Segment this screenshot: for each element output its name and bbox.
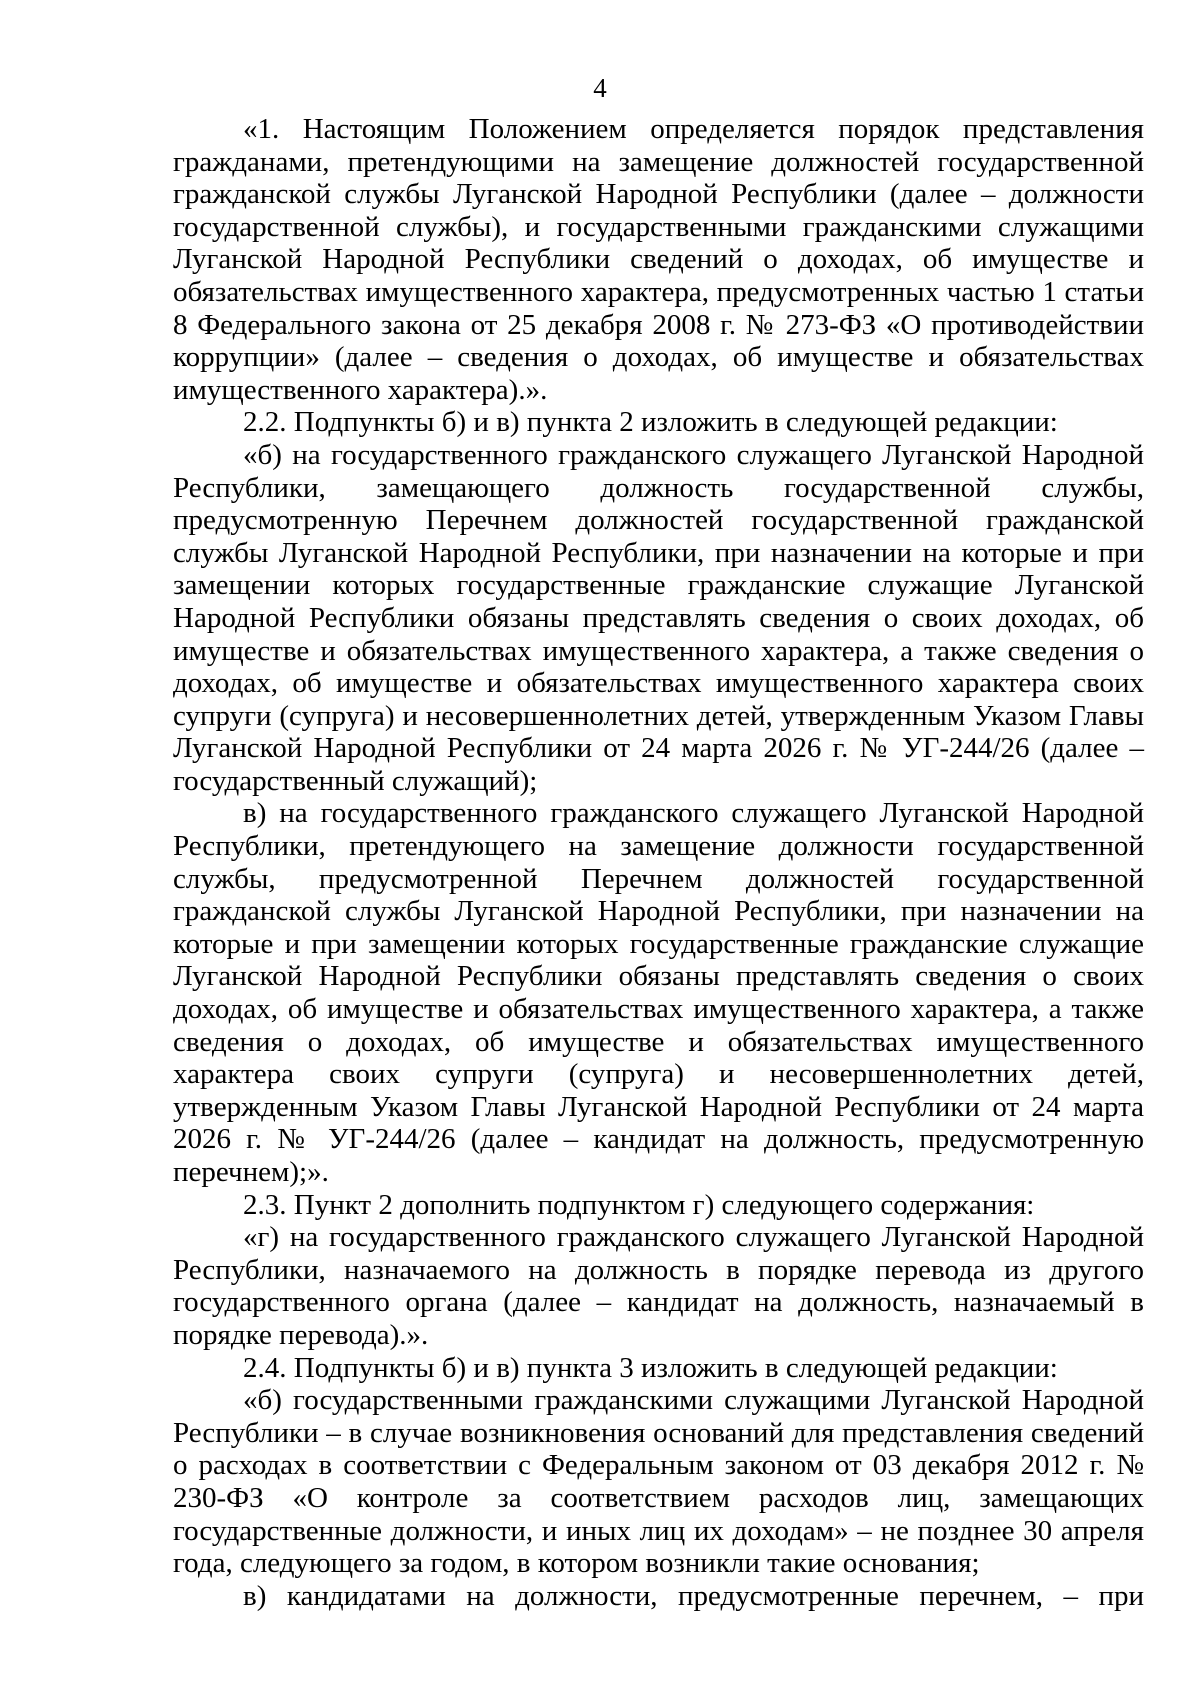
paragraph-clause-3-v: в) кандидатами на должности, предусмотренные перечнем, – при bbox=[243, 1579, 1144, 1612]
paragraph-2-3: 2.3. Пункт 2 дополнить подпунктом г) следующего содержания: bbox=[243, 1188, 1035, 1221]
document-body bbox=[173, 113, 1144, 1612]
page-number: 4 bbox=[593, 73, 607, 103]
paragraph-2-4: 2.4. Подпункты б) и в) пункта 3 изложить в следующей редакции: bbox=[243, 1351, 1058, 1384]
paragraph-clause-3-b: «б) государственными гражданскими служащими Луганской Народной Республики – в случае возникновения оснований для представления сведений о расходах в соответствии с Федеральным законом от 03 декабря 2012 г. № 230-ФЗ «О контроле за соответствием расходов лиц, замещающих государственные должности, и иных лиц их доходам» – не позднее 30 апреля года, следующего за годом, в котором возникли такие основания; bbox=[173, 1384, 1144, 1580]
paragraph-clause-1: «1. Настоящим Положением определяется порядок представления гражданами, претендующими на замещение должностей государственной гражданской службы Луганской Народной Республики (далее – должности государственной службы), и государственными гражданскими служащими Луганской Народной Республики сведений о доходах, об имуществе и обязательствах имущественного характера, предусмотренных частью 1 статьи 8 Федерального закона от 25 декабря 2008 г. № 273-ФЗ «О противодействии коррупции» (далее – сведения о доходах, об имуществе и обязательствах имущественного характера).». bbox=[173, 113, 1144, 406]
paragraph-subclause-b: «б) на государственного гражданского служащего Луганской Народной Республики, замещающего должность государственной службы, предусмотренную Перечнем должностей государственной гражданской службы Луганской Народной Республики, при назначении на которые и при замещении которых государственные гражданские служащие Луганской Народной Республики обязаны представлять сведения о своих доходах, об имуществе и обязательствах имущественного характера, а также сведения о доходах, об имуществе и обязательствах имущественного характера своих супруги (супруга) и несовершеннолетних детей, утвержденным Указом Главы Луганской Народной Республики от 24 марта 2026 г. № УГ-244/26 (далее – государственный служащий); bbox=[173, 438, 1144, 797]
paragraph-subclause-v: в) на государственного гражданского служащего Луганской Народной Республики, претендующего на замещение должности государственной службы, предусмотренной Перечнем должностей государственной гражданской службы Луганской Народной Республики, при назначении на которые и при замещении которых государственные гражданские служащие Луганской Народной Республики обязаны представлять сведения о своих доходах, об имуществе и обязательствах имущественного характера, а также сведения о доходах, об имуществе и обязательствах имущественного характера своих супруги (супруга) и несовершеннолетних детей, утвержденным Указом Главы Луганской Народной Республики от 24 марта 2026 г. № УГ-244/26 (далее – кандидат на должность, предусмотренную перечнем);». bbox=[173, 797, 1144, 1188]
paragraph-2-2: 2.2. Подпункты б) и в) пункта 2 изложить в следующей редакции: bbox=[243, 406, 1058, 439]
paragraph-subclause-g: «г) на государственного гражданского служащего Луганской Народной Республики, назначаемого на должность в порядке перевода из другого государственного органа (далее – кандидат на должность, назначаемый в порядке перевода).». bbox=[173, 1221, 1144, 1351]
